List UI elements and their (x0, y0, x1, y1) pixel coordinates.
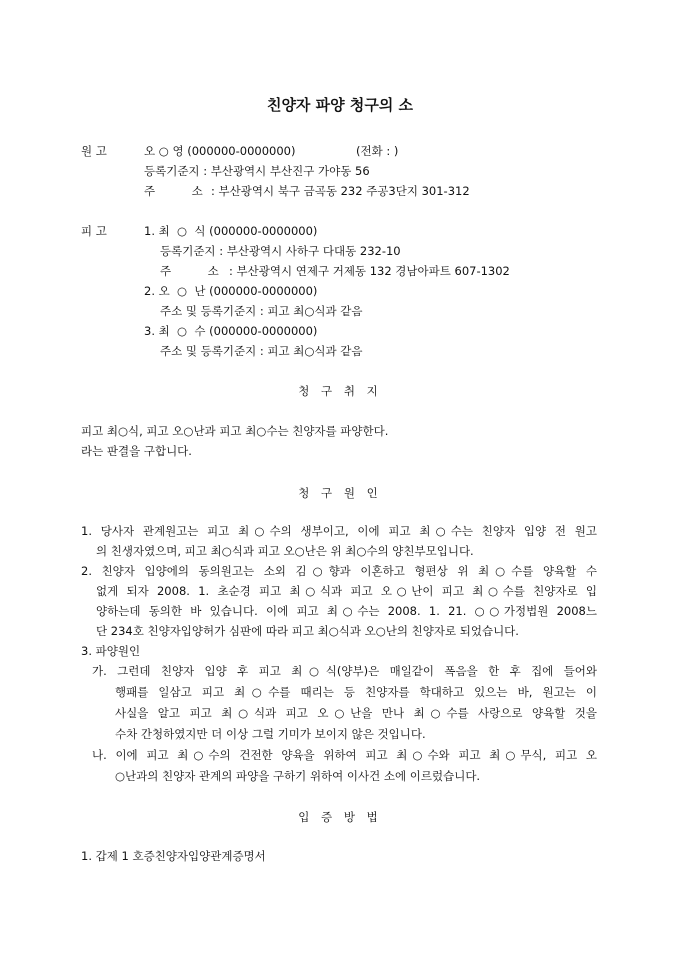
plaintiff-address-label: 주 소 (144, 184, 203, 198)
plaintiff-name: 오 ○ 영 (000000-0000000) (144, 144, 296, 158)
cause-paragraph-1-line-1: 1. 당사자 관계원고는 피고 최○수의 생부이고, 이에 피고 최○수는 친양자 입양 전 원고 (81, 524, 597, 538)
defendant-1-name: 1. 최 ○ 식 (000000-0000000) (144, 224, 318, 238)
claim-purpose-line-1: 피고 최○식, 피고 오○난과 피고 최○수는 친양자를 파양한다. (81, 424, 389, 438)
claim-cause-heading: 청 구 원 인 (298, 486, 382, 500)
plaintiff-phone: (전화 : ) (356, 144, 399, 158)
plaintiff-registry: 등록기준지 : 부산광역시 부산진구 가야동 56 (144, 164, 370, 178)
cause-item-ga-line-2: 행패를 일삼고 피고 최○수를 때리는 등 친양자를 학대하고 있으는 바, 원고는 이 (115, 685, 597, 699)
cause-item-ga-line-3: 사실을 알고 피고 최○식과 피고 오○난을 만나 최○수를 사랑으로 양육할 것을 (115, 706, 597, 720)
cause-paragraph-2-line-2: 없게 되자 2008. 1. 초순경 피고 최○식과 피고 오○난이 피고 최○수를 친양자로 입 (96, 584, 597, 598)
plaintiff-address: : 부산광역시 북구 금곡동 232 주공3단지 301-312 (211, 184, 470, 198)
evidence-item-1: 1. 갑제 1 호증친양자입양관계증명서 (81, 849, 266, 863)
defendant-3-address: 주소 및 등록기준지 : 피고 최○식과 같음 (160, 344, 363, 358)
cause-item-na-line-1: 나. 이에 피고 최○수의 건전한 양육을 위하여 피고 최○수와 피고 최○무식, 피고 오 (92, 748, 597, 762)
cause-item-ga-line-4: 수차 간청하였지만 더 이상 그럴 기미가 보이지 않은 것입니다. (115, 727, 426, 741)
claim-purpose-heading: 청 구 취 지 (298, 384, 382, 398)
defendant-2-address: 주소 및 등록기준지 : 피고 최○식과 같음 (160, 304, 363, 318)
defendant-2-name: 2. 오 ○ 난 (000000-0000000) (144, 284, 318, 298)
defendant-1-address: : 부산광역시 연제구 거제동 132 경남아파트 607-1302 (229, 264, 510, 278)
cause-paragraph-3-heading: 3. 파양원인 (81, 644, 141, 658)
defendant-1-address-label: 주 소 (160, 264, 219, 278)
cause-item-ga-line-1: 가. 그런데 친양자 입양 후 피고 최○식(양부)은 매일같이 폭음을 한 후 집에 들어와 (92, 664, 597, 678)
defendant-1-registry: 등록기준지 : 부산광역시 사하구 다대동 232-10 (160, 244, 401, 258)
cause-paragraph-1-line-2: 의 친생자였으며, 피고 최○식과 피고 오○난은 위 최○수의 양친부모입니다. (96, 544, 474, 558)
defendant-label: 피 고 (81, 224, 107, 238)
defendant-3-name: 3. 최 ○ 수 (000000-0000000) (144, 324, 318, 338)
cause-paragraph-2-line-4: 단 234호 친양자입양허가 심판에 따라 피고 최○식과 오○난의 친양자로 되었습니다. (96, 624, 519, 638)
cause-paragraph-2-line-3: 양하는데 동의한 바 있습니다. 이에 피고 최○수는 2008. 1. 21. ○○가정법원 2008느 (96, 604, 597, 618)
cause-item-na-line-2: ○난과의 친양자 관계의 파양을 구하기 위하여 이사건 소에 이르렀습니다. (115, 769, 481, 783)
plaintiff-label: 원 고 (81, 144, 107, 158)
document-title: 친양자 파양 청구의 소 (266, 96, 414, 114)
cause-paragraph-2-line-1: 2. 친양자 입양에의 동의원고는 소외 김○향과 이혼하고 형편상 위 최○수를 양육할 수 (81, 564, 597, 578)
claim-purpose-line-2: 라는 판결을 구합니다. (81, 444, 192, 458)
evidence-heading: 입 증 방 법 (298, 810, 382, 824)
